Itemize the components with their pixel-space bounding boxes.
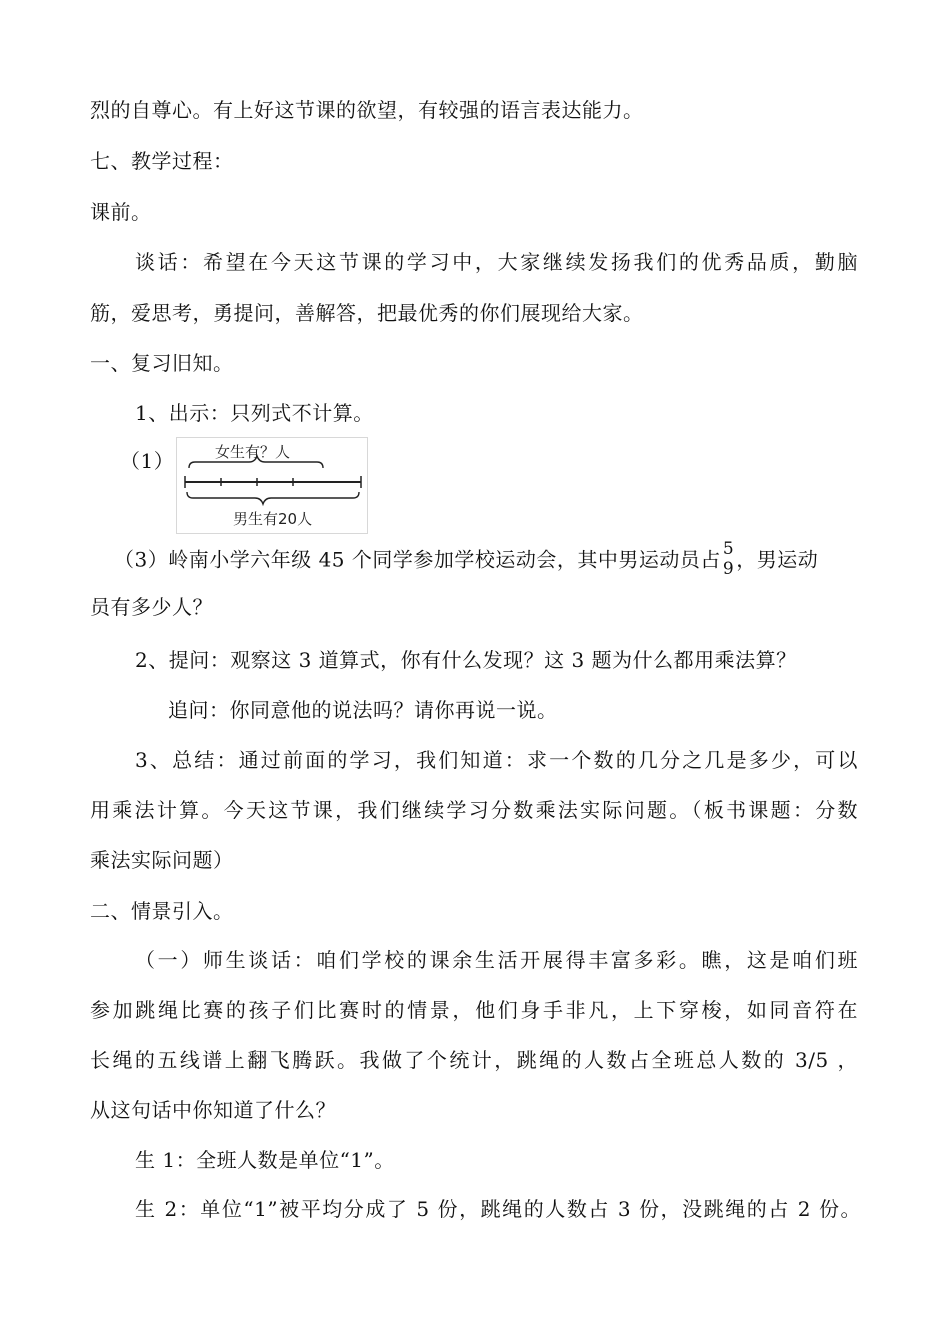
text-line: 长绳的五线谱上翻飞腾跃。我做了个统计，跳绳的人数占全班总人数的 3/5 ，	[90, 1048, 858, 1072]
text-line: 生 2：单位“1”被平均分成了 5 份，跳绳的人数占 3 份，没跳绳的占 2 份。	[135, 1197, 861, 1221]
text-line: 烈的自尊心。有上好这节课的欲望，有较强的语言表达能力。	[90, 98, 644, 122]
text-line: 参加跳绳比赛的孩子们比赛时的情景，他们身手非凡，上下穿梭，如同音符在	[90, 998, 858, 1022]
diagram-top-label: 女生有？人	[215, 443, 291, 461]
text-line: 2、提问：观察这 3 道算式，你有什么发现？这 3 题为什么都用乘法算？	[135, 648, 797, 672]
item-label: （1）	[120, 449, 175, 473]
text-line: 员有多少人？	[90, 595, 213, 619]
text-line	[114, 541, 858, 581]
item3-prefix: （3）岭南小学六年级 45 个同学参加学校运动会，其中男运动员占	[114, 547, 721, 572]
text-line: 追问：你同意他的说法吗？请你再说一说。	[168, 698, 558, 722]
text-line: 从这句话中你知道了什么？	[90, 1098, 336, 1122]
text-line: 谈话：希望在今天这节课的学习中，大家继续发扬我们的优秀品质，勤脑	[135, 250, 858, 274]
fraction	[723, 539, 734, 579]
fraction-numerator: 5	[722, 539, 735, 559]
text-line: 3、总结：通过前面的学习，我们知道：求一个数的几分之几是多少，可以	[135, 748, 858, 772]
text-line: 筋，爱思考，勇提问，善解答，把最优秀的你们展现给大家。	[90, 301, 644, 325]
segment-diagram	[176, 437, 368, 534]
item3-suffix: ，男运动	[736, 547, 819, 572]
text-line: 乘法实际问题）	[90, 848, 234, 872]
section-heading: 一、复习旧知。	[90, 351, 234, 375]
diagram-bottom-label: 男生有20人	[233, 510, 313, 528]
section-heading: 二、情景引入。	[90, 899, 234, 923]
fraction-denominator: 9	[722, 559, 735, 579]
section-heading: 七、教学过程：	[90, 149, 234, 173]
text-line: 课前。	[90, 200, 152, 224]
text-line: （一）师生谈话：咱们学校的课余生活开展得丰富多彩。瞧，这是咱们班	[135, 948, 858, 972]
text-line: 1、出示：只列式不计算。	[135, 401, 374, 425]
text-line: 生 1：全班人数是单位“1”。	[135, 1148, 395, 1172]
text-line: 用乘法计算。今天这节课，我们继续学习分数乘法实际问题。（板书课题：分数	[90, 798, 858, 822]
